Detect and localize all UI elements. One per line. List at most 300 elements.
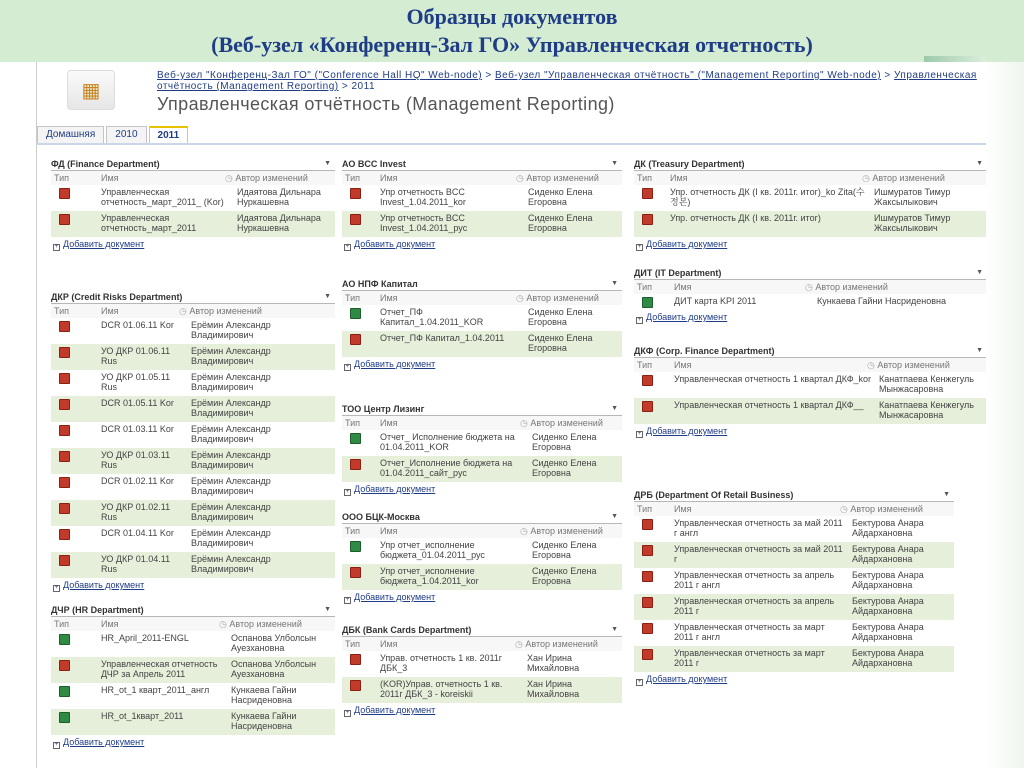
webpart-it-dept	[634, 266, 986, 324]
column-author-label: Автор изменений	[815, 282, 888, 292]
pdf-file-icon	[59, 399, 70, 410]
excel-file-icon	[350, 308, 361, 319]
column-author[interactable]	[840, 502, 923, 516]
document-author[interactable]: Сиденко Елена Егоровна	[528, 213, 593, 233]
pdf-file-icon	[350, 567, 361, 578]
pdf-file-icon	[350, 459, 361, 470]
chevron-down-icon[interactable]: ▼	[611, 280, 618, 287]
column-author[interactable]	[862, 171, 945, 185]
clock-icon: ◷	[840, 504, 848, 514]
document-author[interactable]: Ерёмин Александр Владимирович	[191, 320, 271, 340]
column-name[interactable]: Имя	[674, 282, 692, 292]
tab-2011[interactable]: 2011	[149, 126, 189, 144]
breadcrumb	[157, 70, 986, 92]
document-name[interactable]: HR_ot_1кварт_2011	[101, 711, 184, 721]
document-author[interactable]: Ерёмин Александр Владимирович	[191, 528, 271, 548]
webpart-title-text: ФД (Finance Department)	[51, 159, 160, 169]
tab-underline	[37, 143, 986, 145]
column-type[interactable]: Тип	[345, 418, 361, 428]
document-name[interactable]: DCR 01.04.11 Kor	[101, 528, 174, 538]
document-author[interactable]: Канатпаева Кенжегуль Мынжасаровна	[879, 374, 974, 394]
document-name[interactable]: Упр отчет_исполнение бюджета_1.04.2011_kor	[380, 566, 479, 586]
document-name[interactable]: УО ДКР 01.02.11 Rus	[101, 502, 171, 522]
document-name[interactable]: Отчет_ Исполнение бюджета на 01.04.2011_KOR	[380, 432, 515, 452]
list-item[interactable]	[342, 305, 622, 331]
document-name[interactable]: DCR 01.06.11 Kor	[101, 320, 174, 330]
column-type[interactable]: Тип	[637, 504, 653, 514]
add-icon: +	[637, 679, 642, 685]
pdf-file-icon	[642, 649, 653, 660]
document-author[interactable]: Ишмуратов Тимур Жаксылыкович	[874, 213, 951, 233]
webpart-leasing-center	[342, 402, 622, 496]
chevron-down-icon[interactable]: ▼	[976, 160, 983, 167]
column-header	[634, 280, 986, 294]
list-item[interactable]	[51, 185, 335, 211]
document-author[interactable]: Бектурова Анара Айдархановна	[852, 622, 924, 642]
document-name[interactable]: Управленческая отчетность за март 2011 г англ	[674, 622, 825, 642]
webpart-title-text: ТОО Центр Лизинг	[342, 404, 425, 414]
document-author[interactable]: Ерёмин Александр Владимирович	[191, 502, 271, 522]
pdf-file-icon	[642, 597, 653, 608]
document-author[interactable]: Ерёмин Александр Владимирович	[191, 554, 271, 574]
document-author[interactable]: Ерёмин Александр Владимирович	[191, 476, 271, 496]
clock-icon: ◷	[520, 418, 528, 428]
column-author-label: Автор изменений	[526, 293, 599, 303]
column-author[interactable]	[219, 617, 302, 631]
list-item[interactable]	[634, 516, 954, 542]
document-name[interactable]: (KOR)Управ. отчетность 1 кв. 2011г ДБК_3 - koreiskii	[380, 679, 503, 699]
document-author[interactable]: Бектурова Анара Айдархановна	[852, 648, 924, 668]
webpart-title[interactable]	[342, 510, 622, 524]
column-author[interactable]	[805, 280, 888, 294]
list-item[interactable]	[634, 294, 986, 310]
document-name[interactable]: УО ДКР 01.06.11 Rus	[101, 346, 171, 366]
pdf-file-icon	[59, 477, 70, 488]
document-name[interactable]: Управленческая отчетность за март 2011 г	[674, 648, 825, 668]
pdf-file-icon	[350, 680, 361, 691]
add-document-label: Добавить документ	[646, 239, 728, 249]
chevron-down-icon[interactable]: ▼	[611, 405, 618, 412]
webpart-title-text: ДРБ (Department Of Retail Business)	[634, 490, 794, 500]
tab-2010[interactable]: 2010	[106, 126, 146, 144]
breadcrumb-current: 2011	[351, 81, 376, 92]
column-author-label: Автор изменений	[850, 504, 923, 514]
column-type[interactable]: Тип	[54, 306, 70, 316]
document-name[interactable]: Управленческая отчетность за май 2011 г	[674, 544, 843, 564]
document-name[interactable]: УО ДКР 01.04.11 Rus	[101, 554, 171, 574]
breadcrumb-separator: >	[884, 70, 891, 81]
document-name[interactable]: Упр отчетность BCC Invest_1.04.2011_kor	[380, 187, 466, 207]
list-item[interactable]	[51, 448, 335, 474]
webpart-title[interactable]	[51, 603, 335, 617]
column-author-label: Автор изменений	[235, 173, 308, 183]
column-author[interactable]	[520, 524, 603, 538]
document-author[interactable]: Сиденко Елена Егоровна	[532, 432, 597, 452]
column-author-label: Автор изменений	[530, 526, 603, 536]
add-icon: +	[637, 317, 642, 323]
list-item[interactable]	[634, 185, 986, 211]
breadcrumb-separator: >	[485, 70, 492, 81]
document-author[interactable]: Хан Ирина Михайловна	[527, 653, 580, 673]
add-document-link[interactable]	[342, 357, 622, 371]
add-document-link[interactable]	[51, 237, 335, 251]
add-document-link[interactable]	[342, 482, 622, 496]
column-header	[51, 304, 335, 318]
pdf-file-icon	[642, 623, 653, 634]
webpart-title[interactable]	[342, 157, 622, 171]
site-logo-icon: ▦	[67, 70, 115, 110]
document-author[interactable]: Оспанова Улболсын Ауезхановна	[231, 633, 317, 653]
pdf-file-icon	[59, 425, 70, 436]
column-name[interactable]: Имя	[674, 504, 692, 514]
list-item[interactable]	[634, 372, 986, 398]
clock-icon: ◷	[225, 173, 233, 183]
pdf-file-icon	[642, 375, 653, 386]
document-name[interactable]: Упр. отчетность ДК (I кв. 2011г. итог)	[670, 213, 821, 223]
column-name[interactable]: Имя	[674, 360, 692, 370]
add-document-link[interactable]	[51, 578, 335, 592]
chevron-down-icon[interactable]: ▼	[611, 513, 618, 520]
add-icon: +	[345, 489, 350, 495]
document-name[interactable]: Отчет_ПФ Капитал_1.04.2011_KOR	[380, 307, 484, 327]
add-document-link[interactable]	[634, 237, 986, 251]
document-name[interactable]: Упр отчет_исполнение бюджета_01.04.2011_рус	[380, 540, 485, 560]
chevron-down-icon[interactable]: ▼	[976, 347, 983, 354]
webpart-title[interactable]	[342, 623, 622, 637]
document-author[interactable]: Ерёмин Александр Владимирович	[191, 424, 271, 444]
column-type[interactable]: Тип	[345, 526, 361, 536]
list-item[interactable]	[51, 683, 335, 709]
document-author[interactable]: Хан Ирина Михайловна	[527, 679, 580, 699]
pdf-file-icon	[59, 451, 70, 462]
document-name[interactable]: DCR 01.03.11 Kor	[101, 424, 174, 434]
document-name[interactable]: УО ДКР 01.03.11 Rus	[101, 450, 171, 470]
webpart-bank-cards-dept	[342, 623, 622, 717]
column-type[interactable]: Тип	[637, 360, 653, 370]
clock-icon: ◷	[520, 526, 528, 536]
document-author[interactable]: Бектурова Анара Айдархановна	[852, 518, 924, 538]
column-author[interactable]	[516, 291, 599, 305]
pdf-file-icon	[642, 188, 653, 199]
webpart-hr-dept	[51, 603, 335, 749]
document-author[interactable]: Бектурова Анара Айдархановна	[852, 596, 924, 616]
excel-file-icon	[642, 297, 653, 308]
column-name[interactable]: Имя	[380, 639, 398, 649]
chevron-down-icon[interactable]: ▼	[611, 160, 618, 167]
column-type[interactable]: Тип	[54, 619, 70, 629]
webpart-title[interactable]	[634, 488, 954, 502]
webpart-title-text: ДБК (Bank Cards Department)	[342, 625, 472, 635]
add-document-label: Добавить документ	[63, 737, 145, 747]
document-name[interactable]: Управленческая отчетность 1 квартал ДКФ__	[674, 400, 864, 410]
list-item[interactable]	[342, 677, 622, 703]
column-header	[342, 171, 622, 185]
column-name[interactable]: Имя	[380, 526, 398, 536]
list-item[interactable]	[634, 594, 954, 620]
pdf-file-icon	[59, 214, 70, 225]
webpart-title-text: ДЧР (HR Department)	[51, 605, 144, 615]
clock-icon: ◷	[862, 173, 870, 183]
document-author[interactable]: Сиденко Елена Егоровна	[528, 187, 593, 207]
list-item[interactable]	[51, 709, 335, 735]
list-item[interactable]	[51, 631, 335, 657]
document-name[interactable]: Упр отчетность BCC Invest_1.04.2011_рус	[380, 213, 468, 233]
pdf-file-icon	[642, 401, 653, 412]
document-name[interactable]: DCR 01.02.11 Kor	[101, 476, 174, 486]
add-icon: +	[54, 244, 59, 250]
column-header	[634, 502, 954, 516]
pdf-file-icon	[350, 214, 361, 225]
document-name[interactable]: Управленческая отчетность_март_2011	[101, 213, 197, 233]
pdf-file-icon	[59, 660, 70, 671]
document-name[interactable]: Управленческая отчетность ДЧР за Апрель 2011	[101, 659, 218, 679]
document-author[interactable]: Ерёмин Александр Владимирович	[191, 450, 271, 470]
document-author[interactable]: Кункаева Гайни Насриденовна	[817, 296, 946, 306]
column-author[interactable]	[516, 171, 599, 185]
webpart-retail-business-dept	[634, 488, 954, 686]
column-name[interactable]: Имя	[101, 173, 119, 183]
add-icon: +	[637, 431, 642, 437]
document-author[interactable]: Оспанова Улболсын Ауезхановна	[231, 659, 317, 679]
document-author[interactable]: Бектурова Анара Айдархановна	[852, 570, 924, 590]
add-document-label: Добавить документ	[354, 484, 436, 494]
column-type[interactable]: Тип	[637, 173, 653, 183]
add-document-label: Добавить документ	[354, 592, 436, 602]
webpart-title[interactable]	[51, 290, 335, 304]
list-item[interactable]	[342, 651, 622, 677]
breadcrumb-link-conference-hall[interactable]: Веб-узел "Конференц-Зал ГО" ("Conference Hall HQ" Web-node)	[157, 70, 483, 81]
pdf-file-icon	[642, 214, 653, 225]
document-name[interactable]: Отчет_Исполнение бюджета на 01.04.2011_сайт_рус	[380, 458, 513, 478]
webpart-credit-risks-dept	[51, 290, 335, 592]
list-item[interactable]	[634, 211, 986, 237]
column-type[interactable]: Тип	[345, 173, 361, 183]
document-author[interactable]: Идаятова Дильнара Нуркашевна	[237, 213, 321, 233]
document-author[interactable]: Сиденко Елена Егоровна	[532, 540, 597, 560]
column-author-label: Автор изменений	[872, 173, 945, 183]
column-author-label: Автор изменений	[525, 639, 598, 649]
add-document-link[interactable]	[342, 237, 622, 251]
webpart-title[interactable]	[634, 344, 986, 358]
column-name[interactable]: Имя	[670, 173, 688, 183]
column-author[interactable]	[179, 304, 262, 318]
list-item[interactable]	[51, 500, 335, 526]
document-name[interactable]: Упр. отчетность ДК (I кв. 2011г. итог)_ko Zita(수정본)	[670, 187, 865, 207]
add-document-link[interactable]	[634, 672, 954, 686]
webpart-title[interactable]	[634, 266, 986, 280]
column-author[interactable]	[867, 358, 950, 372]
column-author[interactable]	[225, 171, 308, 185]
webpart-bcc-invest	[342, 157, 622, 251]
list-item[interactable]	[51, 474, 335, 500]
slide-title-line-2: (Веб-узел «Конференц-Зал ГО» Управленческая отчетность)	[211, 32, 813, 57]
slide-header	[0, 0, 1024, 62]
list-item[interactable]	[634, 542, 954, 568]
list-item[interactable]	[634, 620, 954, 646]
excel-file-icon	[59, 712, 70, 723]
webpart-bck-moscow	[342, 510, 622, 604]
webpart-title[interactable]	[342, 402, 622, 416]
pdf-file-icon	[350, 334, 361, 345]
list-item[interactable]	[342, 456, 622, 482]
column-author[interactable]	[515, 637, 598, 651]
add-document-link[interactable]	[342, 703, 622, 717]
column-header	[342, 637, 622, 651]
pdf-file-icon	[59, 188, 70, 199]
right-gradient	[986, 62, 1024, 768]
list-item[interactable]	[51, 211, 335, 237]
list-item[interactable]	[51, 396, 335, 422]
column-header	[342, 524, 622, 538]
column-type[interactable]: Тип	[345, 639, 361, 649]
document-author[interactable]: Сиденко Елена Егоровна	[528, 307, 593, 327]
add-document-label: Добавить документ	[63, 239, 145, 249]
clock-icon: ◷	[867, 360, 875, 370]
chevron-down-icon[interactable]: ▼	[611, 626, 618, 633]
document-author[interactable]: Сиденко Елена Егоровна	[528, 333, 593, 353]
webpart-finance-dept	[51, 157, 335, 251]
column-header	[342, 291, 622, 305]
breadcrumb-link-management-reporting[interactable]: Управленческая отчётность (Management Reporting)	[157, 70, 977, 92]
column-type[interactable]: Тип	[54, 173, 70, 183]
list-item[interactable]	[342, 211, 622, 237]
list-item[interactable]	[51, 552, 335, 578]
document-name[interactable]: Управленческая отчетность за апрель 2011 г англ	[674, 570, 835, 590]
chevron-down-icon[interactable]: ▼	[324, 160, 331, 167]
document-name[interactable]: Управленческая отчетность за май 2011 г англ	[674, 518, 843, 538]
list-item[interactable]	[51, 526, 335, 552]
document-author[interactable]: Ишмуратов Тимур Жаксылыкович	[874, 187, 951, 207]
document-name[interactable]: Управ. отчетность 1 кв. 2011г ДБК_3	[380, 653, 503, 673]
pdf-file-icon	[350, 188, 361, 199]
document-name[interactable]: Отчет_ПФ Капитал_1.04.2011	[380, 333, 505, 343]
document-name[interactable]: HR_ot_1 кварт_2011_англ	[101, 685, 210, 695]
document-author[interactable]: Ерёмин Александр Владимирович	[191, 346, 271, 366]
add-icon: +	[345, 244, 350, 250]
document-name[interactable]: HR_April_2011-ENGL	[101, 633, 189, 643]
column-name[interactable]: Имя	[380, 418, 398, 428]
document-name[interactable]: DCR 01.05.11 Kor	[101, 398, 174, 408]
pdf-file-icon	[59, 373, 70, 384]
add-document-label: Добавить документ	[646, 312, 728, 322]
add-document-link[interactable]	[342, 590, 622, 604]
add-icon: +	[345, 364, 350, 370]
clock-icon: ◷	[516, 173, 524, 183]
list-item[interactable]	[51, 422, 335, 448]
slide-title-line-1: Образцы документов	[406, 4, 618, 29]
chevron-down-icon[interactable]: ▼	[976, 269, 983, 276]
add-document-link[interactable]	[51, 735, 335, 749]
column-name[interactable]: Имя	[380, 173, 398, 183]
webpart-title[interactable]	[51, 157, 335, 171]
document-author[interactable]: Кункаева Гайни Насриденовна	[231, 685, 297, 705]
column-author-label: Автор изменений	[526, 173, 599, 183]
add-document-label: Добавить документ	[646, 674, 728, 684]
column-author-label: Автор изменений	[530, 418, 603, 428]
pdf-file-icon	[59, 555, 70, 566]
list-item[interactable]	[51, 370, 335, 396]
document-author[interactable]: Ерёмин Александр Владимирович	[191, 398, 271, 418]
list-item[interactable]	[342, 430, 622, 456]
breadcrumb-link-reporting-node[interactable]: Веб-узел "Управленческая отчётность" ("Management Reporting" Web-node)	[495, 70, 882, 81]
document-author[interactable]: Кункаева Гайни Насриденовна	[231, 711, 297, 731]
add-document-label: Добавить документ	[63, 580, 145, 590]
webpart-treasury-dept	[634, 157, 986, 251]
excel-file-icon	[350, 433, 361, 444]
document-author[interactable]: Канатпаева Кенжегуль Мынжасаровна	[879, 400, 974, 420]
document-author[interactable]: Сиденко Елена Егоровна	[532, 458, 597, 478]
list-item[interactable]	[634, 568, 954, 594]
list-item[interactable]	[634, 398, 986, 424]
document-name[interactable]: Управленческая отчетность_март_2011_ (Kor)	[101, 187, 224, 207]
add-document-link[interactable]	[634, 310, 986, 324]
webpart-title-text: ДКФ (Corp. Finance Department)	[634, 346, 775, 356]
pdf-file-icon	[59, 529, 70, 540]
document-author[interactable]: Идаятова Дильнара Нуркашевна	[237, 187, 321, 207]
document-author[interactable]: Сиденко Елена Егоровна	[532, 566, 597, 586]
column-header	[342, 416, 622, 430]
clock-icon: ◷	[515, 639, 523, 649]
document-name[interactable]: УО ДКР 01.05.11 Rus	[101, 372, 171, 392]
add-icon: +	[345, 597, 350, 603]
pdf-file-icon	[350, 654, 361, 665]
column-type[interactable]: Тип	[637, 282, 653, 292]
chevron-down-icon[interactable]: ▼	[324, 606, 331, 613]
webpart-title-text: АО НПФ Капитал	[342, 279, 418, 289]
tab-home[interactable]: Домашняя	[37, 126, 104, 144]
document-author[interactable]: Бектурова Анара Айдархановна	[852, 544, 924, 564]
add-icon: +	[637, 244, 642, 250]
webpart-title-text: АО BCC Invest	[342, 159, 406, 169]
column-author[interactable]	[520, 416, 603, 430]
webpart-title[interactable]	[634, 157, 986, 171]
column-author-label: Автор изменений	[877, 360, 950, 370]
document-author[interactable]: Ерёмин Александр Владимирович	[191, 372, 271, 392]
list-item[interactable]	[634, 646, 954, 672]
clock-icon: ◷	[805, 282, 813, 292]
column-name[interactable]: Имя	[101, 306, 119, 316]
list-item[interactable]	[51, 318, 335, 344]
list-item[interactable]	[51, 344, 335, 370]
webpart-npf-kapital	[342, 277, 622, 371]
list-item[interactable]	[342, 185, 622, 211]
chevron-down-icon[interactable]: ▼	[943, 491, 950, 498]
document-name[interactable]: Управленческая отчетность 1 квартал ДКФ_kor	[674, 374, 872, 384]
list-item[interactable]	[342, 564, 622, 590]
tab-bar	[37, 126, 190, 144]
column-name[interactable]: Имя	[101, 619, 119, 629]
pdf-file-icon	[642, 571, 653, 582]
chevron-down-icon[interactable]: ▼	[324, 293, 331, 300]
add-icon: +	[54, 585, 59, 591]
add-icon: +	[54, 742, 59, 748]
pdf-file-icon	[59, 503, 70, 514]
list-item[interactable]	[51, 657, 335, 683]
column-author-label: Автор изменений	[189, 306, 262, 316]
pdf-file-icon	[642, 545, 653, 556]
document-name[interactable]: ДИТ карта KPI 2011	[674, 296, 757, 306]
list-item[interactable]	[342, 331, 622, 357]
column-name[interactable]: Имя	[380, 293, 398, 303]
add-document-link[interactable]	[634, 424, 986, 438]
column-header	[51, 171, 335, 185]
pdf-file-icon	[59, 321, 70, 332]
column-header	[634, 171, 986, 185]
document-name[interactable]: Управленческая отчетность за апрель 2011 г	[674, 596, 835, 616]
column-type[interactable]: Тип	[345, 293, 361, 303]
webpart-title[interactable]	[342, 277, 622, 291]
list-item[interactable]	[342, 538, 622, 564]
